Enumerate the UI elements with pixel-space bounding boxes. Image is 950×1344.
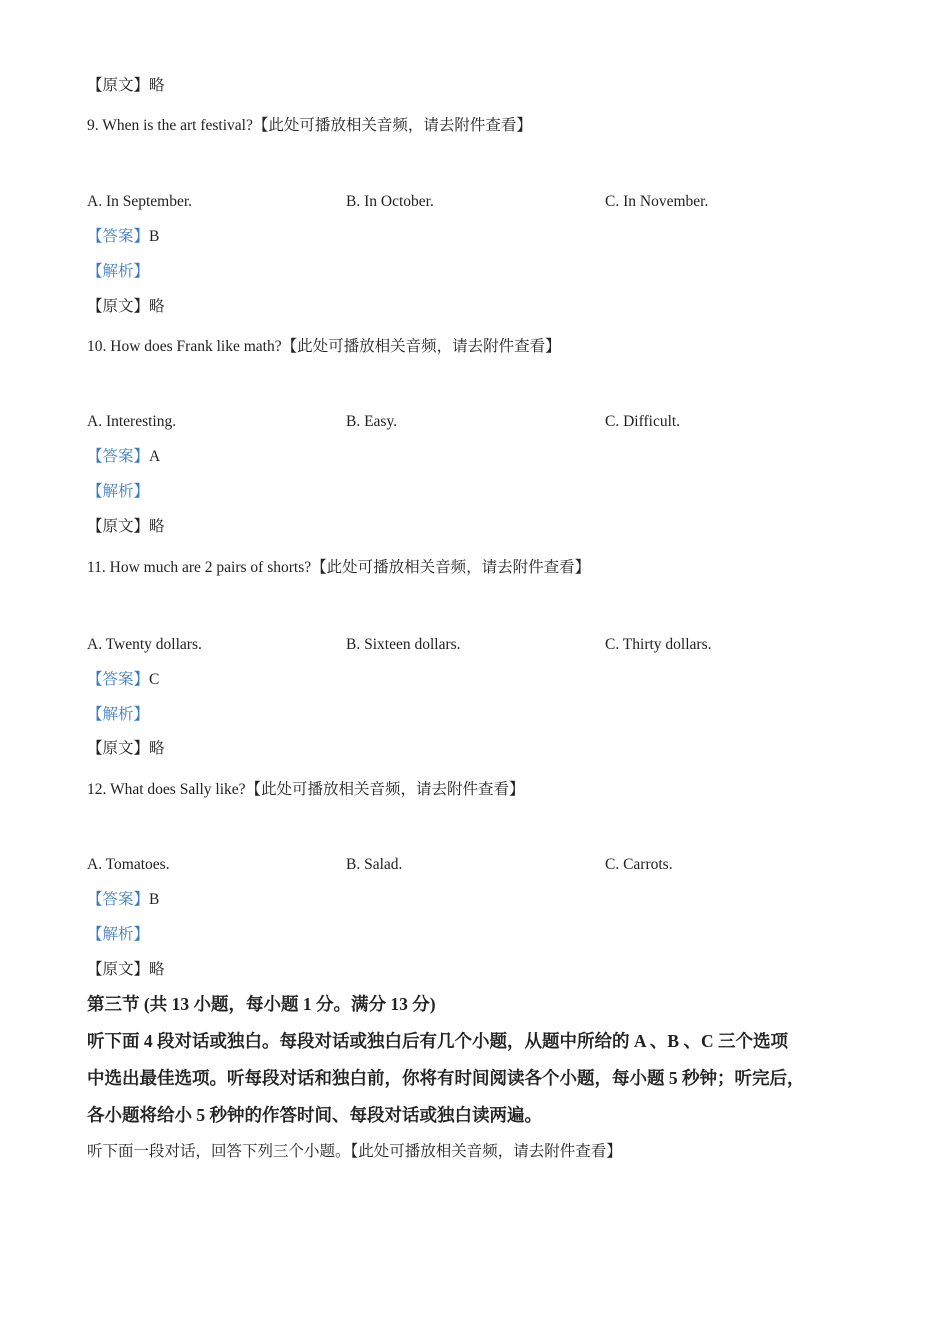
answer-value: C (149, 671, 160, 688)
answer-value: B (149, 891, 160, 908)
question-9: 9. When is the art festival?【此处可播放相关音频，请去附件查看】 (87, 117, 532, 134)
answer-label: 【答案】 (87, 891, 150, 908)
section-instruction-3: 各小题将给小 5 秒钟的作答时间、每段对话或独白读两遍。 (87, 1105, 542, 1125)
option-11-a: A. Twenty dollars. (87, 636, 202, 653)
answer-12 (87, 890, 159, 910)
answer-label: 【答案】 (87, 228, 150, 245)
option-12-a: A. Tomatoes. (87, 856, 170, 873)
question-11: 11. How much are 2 pairs of shorts?【此处可播放相关音频，请去附件查看】 (87, 559, 591, 576)
original-9: 【原文】略 (87, 298, 165, 315)
option-10-c: C. Difficult. (605, 413, 681, 430)
original-10: 【原文】略 (87, 518, 165, 535)
analysis-9: 【解析】 (87, 263, 150, 280)
original-12: 【原文】略 (87, 961, 165, 978)
option-9-b: B. In October. (346, 193, 434, 210)
original-11: 【原文】略 (87, 740, 165, 757)
analysis-12: 【解析】 (87, 926, 150, 943)
option-10-b: B. Easy. (346, 413, 398, 430)
answer-value: A (149, 448, 161, 465)
question-12: 12. What does Sally like?【此处可播放相关音频，请去附件查看】 (87, 781, 525, 798)
section-heading: 第三节 (共 13 小题，每小题 1 分。满分 13 分) (87, 994, 436, 1014)
section-instruction-2: 中选出最佳选项。听每段对话和独白前，你将有时间阅读各个小题，每小题 5 秒钟；听完后， (87, 1068, 805, 1088)
section-instruction-1: 听下面 4 段对话或独白。每段对话或独白后有几个小题，从题中所给的 A 、B 、C 三个选项 (87, 1031, 788, 1051)
answer-label: 【答案】 (87, 448, 150, 465)
analysis-10: 【解析】 (87, 483, 150, 500)
answer-value: B (149, 228, 160, 245)
section-prompt: 听下面一段对话，回答下列三个小题。【此处可播放相关音频，请去附件查看】 (87, 1143, 622, 1160)
answer-9 (87, 227, 159, 247)
question-10: 10. How does Frank like math?【此处可播放相关音频，请去附件查看】 (87, 338, 561, 355)
answer-label: 【答案】 (87, 671, 150, 688)
option-12-b: B. Salad. (346, 856, 403, 873)
option-9-a: A. In September. (87, 193, 193, 210)
option-11-b: B. Sixteen dollars. (346, 636, 461, 653)
option-12-c: C. Carrots. (605, 856, 673, 873)
analysis-11: 【解析】 (87, 706, 150, 723)
option-10-a: A. Interesting. (87, 413, 177, 430)
option-11-c: C. Thirty dollars. (605, 636, 712, 653)
option-9-c: C. In November. (605, 193, 709, 210)
answer-11 (87, 670, 159, 690)
original-0: 【原文】略 (87, 77, 165, 94)
answer-10 (87, 447, 160, 467)
